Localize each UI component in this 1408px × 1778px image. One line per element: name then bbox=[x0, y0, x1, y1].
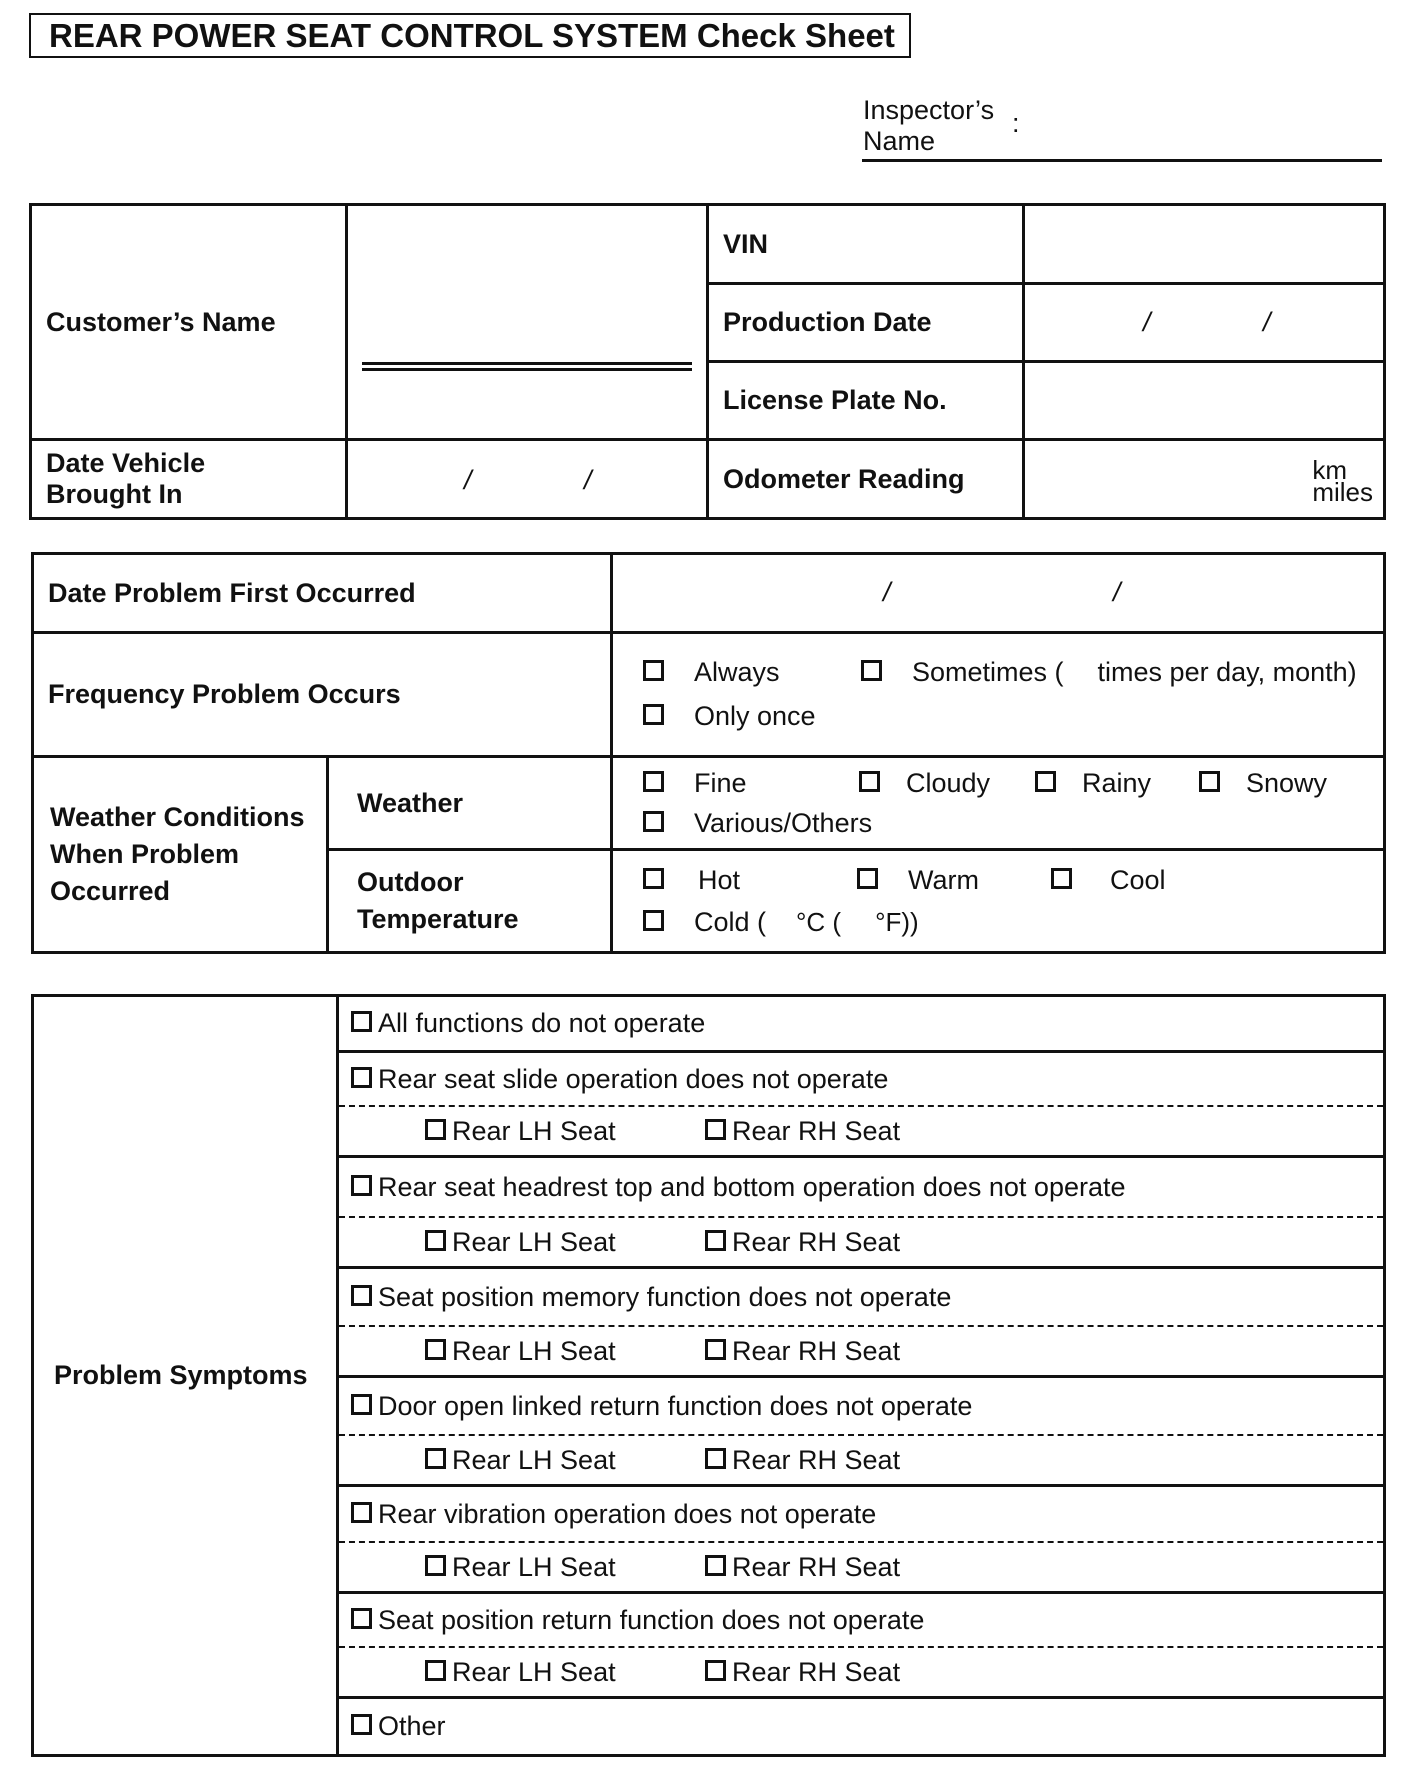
weather-cloudy-option[interactable] bbox=[859, 768, 1035, 799]
temp-cool-text: Cool bbox=[1110, 864, 1166, 895]
weather-rainy-text: Rainy bbox=[1082, 767, 1152, 798]
symptom-text: Other bbox=[378, 1711, 446, 1741]
unit-miles: miles bbox=[1312, 477, 1373, 507]
temp-hot-text: Hot bbox=[698, 864, 741, 895]
freq-sometimes-text: Sometimes ( bbox=[912, 657, 1064, 687]
rear-rh-seat-text: Rear RH Seat bbox=[732, 1551, 901, 1582]
symptom-row bbox=[338, 996, 1385, 1052]
symptom-sub-options bbox=[339, 1325, 1383, 1375]
symptom-door-linked[interactable] bbox=[339, 1378, 1383, 1434]
vin-label: VIN bbox=[708, 205, 1024, 284]
rear-lh-seat-option[interactable] bbox=[425, 1657, 705, 1688]
odometer-units bbox=[1312, 455, 1373, 507]
temp-celsius-text: °C ( bbox=[796, 906, 842, 937]
checkbox-icon[interactable] bbox=[643, 811, 664, 832]
freq-always-option[interactable] bbox=[643, 657, 861, 688]
frequency-row-2 bbox=[613, 695, 1383, 739]
weather-snowy-option[interactable] bbox=[1199, 768, 1327, 799]
checkbox-icon[interactable] bbox=[351, 1502, 372, 1523]
rear-rh-seat-text: Rear RH Seat bbox=[732, 1656, 901, 1687]
rear-lh-seat-text: Rear LH Seat bbox=[452, 1444, 616, 1475]
temp-row-1 bbox=[613, 859, 1383, 901]
symptom-text: Door open linked return function does not operate bbox=[378, 1390, 973, 1421]
customer-name-field[interactable] bbox=[347, 205, 708, 440]
temp-cold-text: Cold ( bbox=[694, 906, 767, 937]
symptom-memory[interactable] bbox=[339, 1269, 1383, 1325]
symptom-sub-options bbox=[339, 1105, 1383, 1155]
symptom-sub-options bbox=[339, 1434, 1383, 1484]
temp-label-line1: Outdoor bbox=[357, 867, 464, 897]
symptom-row bbox=[338, 1268, 1385, 1377]
symptom-text: Rear seat headrest top and bottom operation does not operate bbox=[378, 1171, 1126, 1202]
frequency-options bbox=[612, 633, 1385, 757]
temp-hot-option[interactable] bbox=[643, 865, 857, 896]
date-separator: / bbox=[584, 465, 592, 495]
temp-warm-option[interactable] bbox=[857, 865, 1051, 896]
weather-options bbox=[612, 757, 1385, 850]
unit-km: km bbox=[1312, 455, 1347, 485]
checkbox-icon[interactable] bbox=[425, 1555, 446, 1576]
date-separator: / bbox=[1143, 307, 1151, 337]
checkbox-icon[interactable] bbox=[643, 704, 664, 725]
rear-rh-seat-text: Rear RH Seat bbox=[732, 1226, 901, 1257]
checkbox-icon[interactable] bbox=[425, 1660, 446, 1681]
rear-lh-seat-option[interactable] bbox=[425, 1336, 705, 1367]
customer-name-label: Customer’s Name bbox=[31, 205, 347, 440]
checkbox-icon[interactable] bbox=[705, 1119, 726, 1140]
rear-lh-seat-text: Rear LH Seat bbox=[452, 1115, 616, 1146]
symptoms-table bbox=[31, 994, 1386, 1757]
weather-group-line3: Occurred bbox=[50, 876, 171, 906]
weather-group-line1: Weather Conditions bbox=[50, 802, 305, 832]
customer-name-double-line bbox=[362, 362, 692, 371]
freq-sometimes-tail: times per day, month) bbox=[1097, 657, 1357, 687]
checkbox-icon[interactable] bbox=[1035, 771, 1056, 792]
symptom-text: Rear vibration operation does not operate bbox=[378, 1498, 877, 1529]
checkbox-icon[interactable] bbox=[351, 1067, 372, 1088]
date-separator: / bbox=[883, 577, 891, 607]
rear-rh-seat-option[interactable] bbox=[705, 1657, 985, 1688]
rear-lh-seat-option[interactable] bbox=[425, 1552, 705, 1583]
weather-conditions-label bbox=[33, 757, 328, 953]
checkbox-icon[interactable] bbox=[425, 1339, 446, 1360]
outdoor-temperature-label bbox=[328, 850, 612, 953]
symptom-other[interactable] bbox=[339, 1701, 1383, 1753]
inspector-label-line2: Name bbox=[863, 126, 936, 156]
weather-fine-text: Fine bbox=[694, 767, 747, 798]
symptom-row bbox=[338, 1593, 1385, 1698]
conditions-table bbox=[31, 552, 1386, 954]
checkbox-icon[interactable] bbox=[1051, 868, 1072, 889]
checkbox-icon[interactable] bbox=[351, 1011, 372, 1032]
date-first-occurred-field[interactable] bbox=[612, 554, 1385, 633]
frequency-row-1 bbox=[613, 651, 1383, 695]
temp-warm-text: Warm bbox=[908, 864, 979, 895]
symptom-slide[interactable] bbox=[339, 1053, 1383, 1105]
temperature-options bbox=[612, 850, 1385, 953]
inspector-name-field[interactable] bbox=[862, 159, 1382, 162]
weather-fine-option[interactable] bbox=[643, 768, 859, 799]
symptom-vibration[interactable] bbox=[339, 1487, 1383, 1541]
production-date-label: Production Date bbox=[708, 284, 1024, 362]
rear-lh-seat-text: Rear LH Seat bbox=[452, 1551, 616, 1582]
checkbox-icon[interactable] bbox=[643, 868, 664, 889]
symptom-text: Seat position memory function does not operate bbox=[378, 1281, 952, 1312]
symptom-sub-options bbox=[339, 1216, 1383, 1266]
symptom-text: All functions do not operate bbox=[378, 1008, 706, 1038]
checkbox-icon[interactable] bbox=[351, 1714, 372, 1735]
weather-group-line2: When Problem bbox=[50, 839, 240, 869]
date-separator: / bbox=[464, 465, 472, 495]
checkbox-icon[interactable] bbox=[351, 1175, 372, 1196]
production-date-field[interactable] bbox=[1024, 284, 1385, 362]
symptom-position-return[interactable] bbox=[339, 1594, 1383, 1646]
checkbox-icon[interactable] bbox=[859, 771, 880, 792]
inspector-label-line1: Inspector’s bbox=[863, 95, 995, 125]
symptom-sub-options bbox=[339, 1541, 1383, 1591]
rear-lh-seat-text: Rear LH Seat bbox=[452, 1335, 616, 1366]
rear-rh-seat-option[interactable] bbox=[705, 1552, 985, 1583]
odometer-label: Odometer Reading bbox=[708, 440, 1024, 519]
license-plate-label: License Plate No. bbox=[708, 362, 1024, 440]
rear-rh-seat-text: Rear RH Seat bbox=[732, 1115, 901, 1146]
freq-once-text: Only once bbox=[694, 701, 816, 731]
weather-row-2 bbox=[613, 803, 1383, 843]
date-separator: / bbox=[1263, 307, 1271, 337]
license-plate-field[interactable] bbox=[1024, 362, 1385, 440]
freq-always-text: Always bbox=[694, 657, 780, 687]
temp-cold-option[interactable] bbox=[643, 907, 919, 938]
date-first-occurred-label: Date Problem First Occurred bbox=[33, 554, 612, 633]
checkbox-icon[interactable] bbox=[705, 1660, 726, 1681]
symptom-text: Rear seat slide operation does not operate bbox=[378, 1063, 889, 1094]
temp-label-line2: Temperature bbox=[357, 904, 519, 934]
checkbox-icon[interactable] bbox=[705, 1448, 726, 1469]
symptom-text: Seat position return function does not operate bbox=[378, 1604, 925, 1635]
weather-various-text: Various/Others bbox=[694, 807, 873, 838]
inspector-colon: : bbox=[1012, 108, 1020, 138]
rear-rh-seat-option[interactable] bbox=[705, 1445, 985, 1476]
rear-lh-seat-option[interactable] bbox=[425, 1227, 705, 1258]
weather-row-1 bbox=[613, 763, 1383, 803]
problem-symptoms-label: Problem Symptoms bbox=[33, 996, 338, 1756]
weather-cloudy-text: Cloudy bbox=[906, 767, 991, 798]
inspector-name-label bbox=[863, 95, 994, 157]
temp-fahrenheit-text: °F)) bbox=[875, 906, 919, 937]
date-brought-in-field[interactable] bbox=[347, 440, 708, 519]
vehicle-info-table bbox=[29, 203, 1386, 520]
rear-lh-seat-option[interactable] bbox=[425, 1116, 705, 1147]
weather-various-option[interactable] bbox=[643, 808, 872, 839]
temp-row-2 bbox=[613, 901, 1383, 943]
rear-rh-seat-option[interactable] bbox=[705, 1227, 985, 1258]
checkbox-icon[interactable] bbox=[861, 660, 882, 681]
rear-rh-seat-text: Rear RH Seat bbox=[732, 1444, 901, 1475]
checkbox-icon[interactable] bbox=[425, 1230, 446, 1251]
symptom-all-functions[interactable] bbox=[339, 998, 1383, 1050]
page-title: REAR POWER SEAT CONTROL SYSTEM Check Sheet bbox=[29, 13, 911, 58]
rear-lh-seat-text: Rear LH Seat bbox=[452, 1656, 616, 1687]
checkbox-icon[interactable] bbox=[425, 1448, 446, 1469]
weather-snowy-text: Snowy bbox=[1246, 767, 1328, 798]
vin-field[interactable] bbox=[1024, 205, 1385, 284]
checkbox-icon[interactable] bbox=[643, 660, 664, 681]
checkbox-icon[interactable] bbox=[643, 771, 664, 792]
checkbox-icon[interactable] bbox=[705, 1230, 726, 1251]
symptom-row bbox=[338, 1698, 1385, 1756]
weather-label: Weather bbox=[328, 757, 612, 850]
checkbox-icon[interactable] bbox=[705, 1555, 726, 1576]
rear-rh-seat-option[interactable] bbox=[705, 1116, 985, 1147]
odometer-field[interactable] bbox=[1024, 440, 1385, 519]
rear-rh-seat-text: Rear RH Seat bbox=[732, 1335, 901, 1366]
checkbox-icon[interactable] bbox=[705, 1339, 726, 1360]
symptom-headrest[interactable] bbox=[339, 1158, 1383, 1216]
symptom-row bbox=[338, 1486, 1385, 1593]
freq-sometimes-option[interactable] bbox=[861, 657, 1357, 688]
rear-lh-seat-text: Rear LH Seat bbox=[452, 1226, 616, 1257]
symptom-row bbox=[338, 1052, 1385, 1157]
date-separator: / bbox=[1113, 577, 1121, 607]
checkbox-icon[interactable] bbox=[351, 1285, 372, 1306]
checkbox-icon[interactable] bbox=[425, 1119, 446, 1140]
symptom-sub-options bbox=[339, 1646, 1383, 1696]
checkbox-icon[interactable] bbox=[351, 1608, 372, 1629]
temp-cool-option[interactable] bbox=[1051, 865, 1166, 896]
symptom-row bbox=[338, 1377, 1385, 1486]
freq-once-option[interactable] bbox=[643, 701, 816, 732]
frequency-label: Frequency Problem Occurs bbox=[33, 633, 612, 757]
rear-lh-seat-option[interactable] bbox=[425, 1445, 705, 1476]
checkbox-icon[interactable] bbox=[1199, 771, 1220, 792]
checkbox-icon[interactable] bbox=[351, 1394, 372, 1415]
symptom-row bbox=[338, 1157, 1385, 1268]
checkbox-icon[interactable] bbox=[857, 868, 878, 889]
date-brought-line1: Date Vehicle bbox=[46, 448, 206, 478]
date-brought-in-label bbox=[31, 440, 347, 519]
checkbox-icon[interactable] bbox=[643, 910, 664, 931]
weather-rainy-option[interactable] bbox=[1035, 768, 1199, 799]
rear-rh-seat-option[interactable] bbox=[705, 1336, 985, 1367]
date-brought-line2: Brought In bbox=[46, 479, 183, 509]
